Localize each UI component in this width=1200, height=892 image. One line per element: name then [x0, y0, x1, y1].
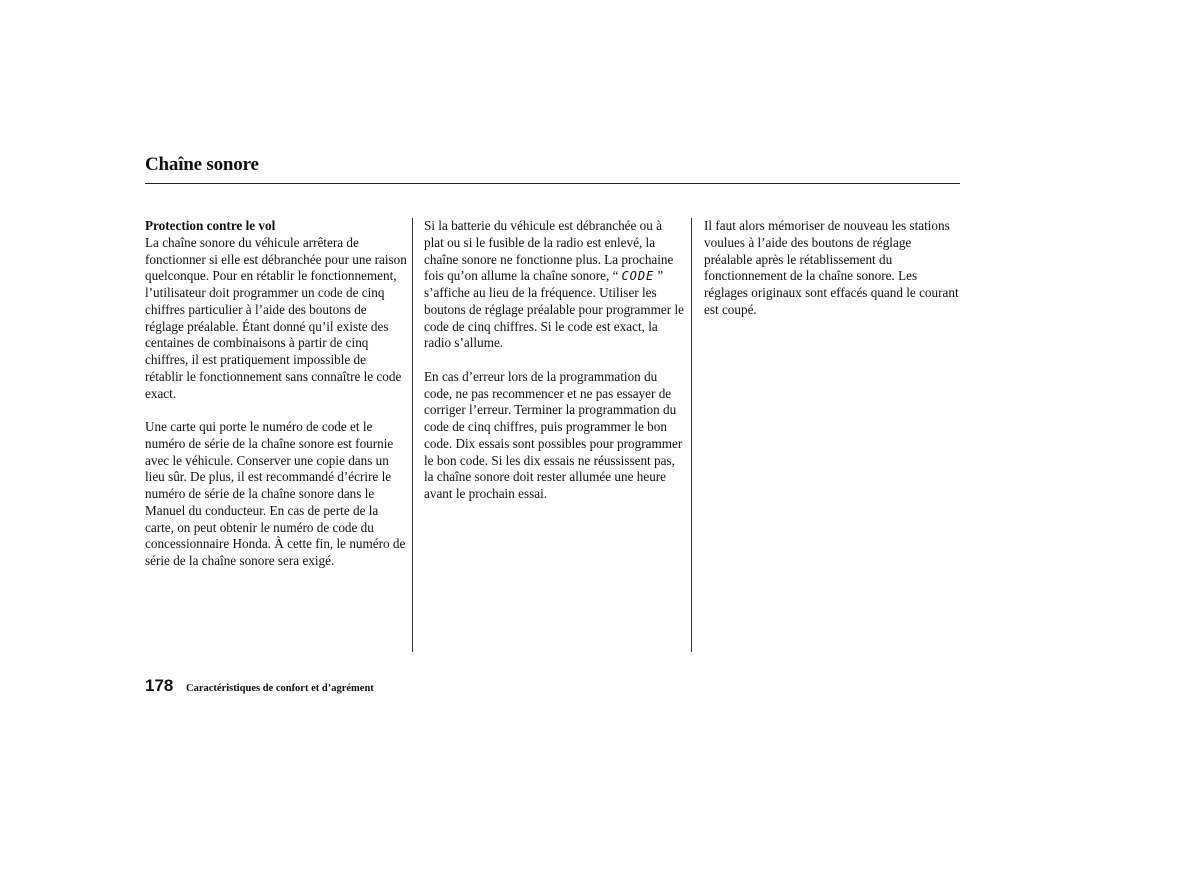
title-divider	[145, 183, 960, 184]
column-2-text-before: Si la batterie du véhicule est débranchée ou à plat ou si le fusible de la radio est enlevé, la chaîne sonore ne fonctionne plus. La prochaine fois qu’on allume la chaîne sonore, “	[424, 218, 674, 284]
column-1-paragraph-2: Une carte qui porte le numéro de code et le numéro de série de la chaîne sonore est fournie avec le véhicule. Conserver une copie dans un lieu sûr. De plus, il est recommandé d’écrire le numéro de série de la chaîne sonore dans le Manuel du conducteur. En cas de perte de la carte, on peut obtenir le numéro de code du concessionnaire Honda. À cette fin, le numéro de série de la chaîne sonore sera exigé.	[145, 419, 406, 568]
page-number: 178	[145, 676, 174, 695]
column-3-paragraph-1: Il faut alors mémoriser de nouveau les stations voulues à l’aide des boutons de réglage préalable après le rétablissement du fonctionnement de la chaîne sonore. Les réglages originaux sont effacés quand le courant est coupé.	[704, 218, 959, 317]
column-3	[704, 218, 959, 335]
section-heading: Protection contre le vol	[145, 218, 276, 233]
column-2	[424, 218, 684, 520]
column-divider-1	[412, 218, 413, 652]
column-1-paragraph-1	[145, 218, 407, 402]
column-2-text-after: ” s’affiche au lieu de la fréquence. Utiliser les boutons de réglage préalable pour programmer le code de cinq chiffres. Si le code est exact, la radio s’allume.	[424, 268, 684, 351]
column-2-paragraph-1	[424, 218, 684, 352]
column-divider-2	[691, 218, 692, 652]
column-2-paragraph-2: En cas d’erreur lors de la programmation du code, ne pas recommencer et ne pas essayer de corriger l’erreur. Terminer la programmation du code de cinq chiffres, puis programmer le bon code. Dix essais sont possibles pour programmer le bon code. Si les dix essais ne réussissent pas, la chaîne sonore doit rester allumée une heure avant le prochain essai.	[424, 368, 683, 501]
column-1	[145, 218, 407, 587]
footer-section-title: Caractéristiques de confort et d’agrément	[186, 683, 374, 694]
column-1-text-1: La chaîne sonore du véhicule arrêtera de fonctionner si elle est débranchée pour une raison quelconque. Pour en rétablir le fonctionnement, l’utilisateur doit programmer un code de cinq chiffres particulier à l’aide des boutons de réglage préalable. Étant donné qu’il existe des centaines de combinaisons à partir de cinq chiffres, il est pratiquement impossible de rétablir le fonctionnement sans connaître le code exact.	[145, 234, 407, 401]
code-display-icon: CODE	[621, 269, 655, 284]
page-title: Chaîne sonore	[145, 154, 259, 175]
